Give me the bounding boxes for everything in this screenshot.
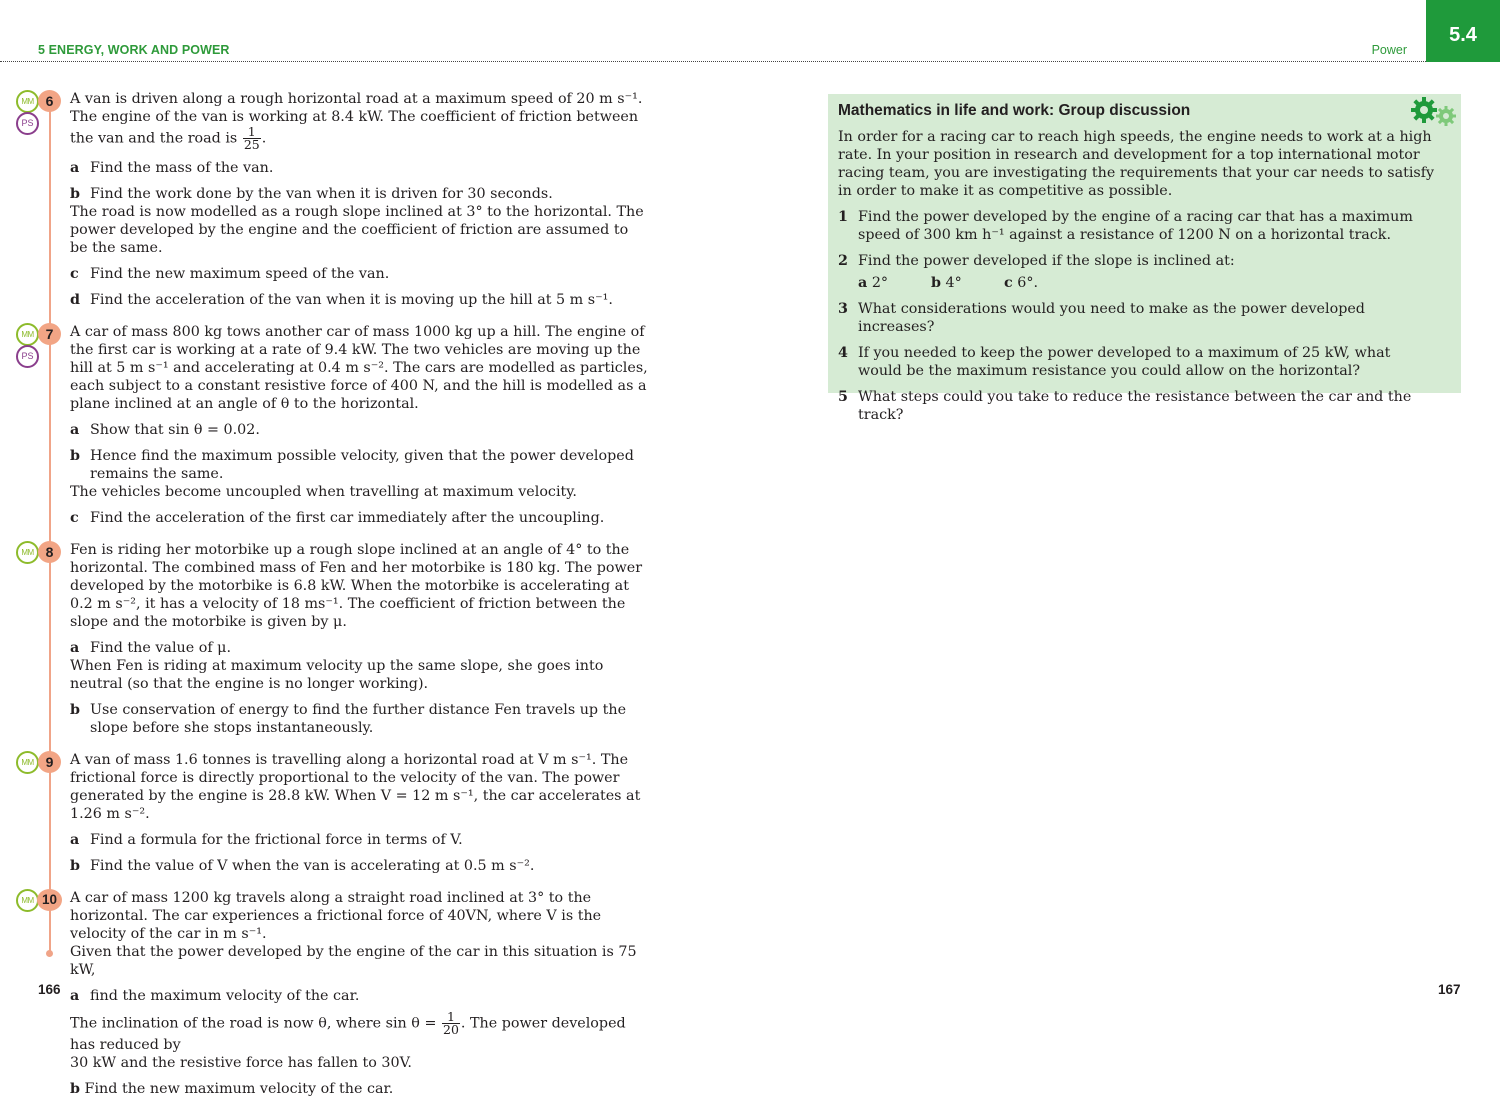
question-stem <box>70 90 650 151</box>
item-text: What steps could you take to reduce the resistance between the car and the track? <box>858 389 1412 423</box>
fraction-numerator: 1 <box>243 126 261 139</box>
item-number: 1 <box>838 209 848 225</box>
part-label: c <box>70 510 79 526</box>
part-d <box>70 291 650 309</box>
paragraph-text: . The power developed has reduced by <box>70 1015 626 1053</box>
part-label: a <box>70 160 80 176</box>
mm-badge-icon: MM <box>16 90 39 113</box>
item-text: Find the power developed if the slope is inclined at: <box>858 253 1235 269</box>
chapter-title: 5 ENERGY, WORK AND POWER <box>38 43 230 57</box>
part-b <box>70 857 650 875</box>
page-number-left: 166 <box>38 982 61 997</box>
sub-part-value: 6°. <box>1017 275 1039 291</box>
discussion-item <box>838 388 1438 424</box>
part-c <box>70 265 650 283</box>
discussion-intro: In order for a racing car to reach high speeds, the engine needs to work at a high rate. In your position in research and development for a top international motor racing team, you are investigating the requirements that your car needs to satisfy in order to make it as competitive as possible. <box>838 129 1435 199</box>
part-label: b <box>70 448 80 464</box>
part-text: Show that sin θ = 0.02. <box>90 422 260 438</box>
question-text: A van is driven along a rough horizontal road at a maximum speed of 20 m s⁻¹. The engine of the van is working at 8.4 kW. The coefficient of friction between the van and the road is <box>70 91 643 147</box>
mm-badge-icon: MM <box>16 323 39 346</box>
mm-badge-icon: MM <box>16 541 39 564</box>
discussion-item <box>838 208 1438 244</box>
part-text: Find the work done by the van when it is driven for 30 seconds. <box>90 186 553 202</box>
fraction-denominator: 20 <box>443 1022 459 1037</box>
part-c <box>70 509 650 527</box>
part-label: a <box>70 640 80 656</box>
part-a <box>70 639 650 657</box>
part-text: Use conservation of energy to find the further distance Fen travels up the slope before she stops instantaneously. <box>90 702 627 736</box>
question-stem: A car of mass 1200 kg travels along a straight road inclined at 3° to the horizontal. The car experiences a frictional force of 40VN, where V is the velocity of the car in m s⁻¹. <box>70 890 602 942</box>
part-a <box>70 421 650 439</box>
part-a <box>70 987 650 1005</box>
sub-part-value: 4° <box>945 275 962 291</box>
discussion-item <box>838 344 1438 380</box>
item-text: Find the power developed by the engine of a racing car that has a maximum speed of 300 km h⁻¹ against a resistance of 1200 N on a horizontal track. <box>858 209 1413 243</box>
question-number: 7 <box>38 323 61 345</box>
part-text: Find the value of V when the van is accelerating at 0.5 m s⁻². <box>90 858 535 874</box>
part-label: b <box>70 186 80 202</box>
discussion-title: Mathematics in life and work: Group discussion <box>838 102 1191 119</box>
part-b <box>70 701 650 737</box>
question-6 <box>21 90 650 309</box>
part-label: d <box>70 292 80 308</box>
part-a <box>70 159 650 177</box>
fraction <box>442 1011 460 1036</box>
discussion-content <box>838 102 1438 424</box>
part-label: a <box>70 422 80 438</box>
question-paragraph: When Fen is riding at maximum velocity up the same slope, she goes into neutral (so that the engine is no longer working). <box>70 658 604 692</box>
mm-badge-icon: MM <box>16 751 39 774</box>
item-number: 4 <box>838 345 848 361</box>
sub-part <box>1004 274 1077 292</box>
part-text: Hence find the maximum possible velocity, given that the power developed remains the same. <box>90 448 634 482</box>
section-number-tab: 5.4 <box>1426 0 1500 62</box>
question-8 <box>21 541 650 737</box>
fraction <box>243 126 261 151</box>
item-number: 3 <box>838 301 848 317</box>
question-number: 9 <box>38 751 61 773</box>
part-label: a <box>70 832 80 848</box>
sub-part-label: c <box>1004 275 1013 291</box>
part-text: Find the acceleration of the van when it is moving up the hill at 5 m s⁻¹. <box>90 292 613 308</box>
part-b <box>70 185 650 203</box>
question-paragraph: Given that the power developed by the engine of the car in this situation is 75 kW, <box>70 944 637 978</box>
paragraph-text: The inclination of the road is now θ, where sin θ = <box>70 1015 437 1032</box>
part-label: c <box>70 266 79 282</box>
item-number: 2 <box>838 253 848 269</box>
part-text: Find the mass of the van. <box>90 160 274 176</box>
sub-part <box>931 274 1004 292</box>
part-b <box>70 1080 650 1098</box>
question-9 <box>21 751 650 875</box>
part-text: Find the acceleration of the first car immediately after the uncoupling. <box>90 510 605 526</box>
question-rail <box>49 102 51 954</box>
header-divider <box>0 61 1426 62</box>
group-discussion-box <box>828 94 1461 423</box>
page-number-right: 167 <box>1438 982 1461 997</box>
item-number: 5 <box>838 389 848 405</box>
part-label: a <box>70 988 80 1004</box>
item-text: What considerations would you need to make as the power developed increases? <box>858 301 1365 335</box>
gear-icon <box>1409 96 1459 130</box>
fraction-numerator: 1 <box>442 1011 460 1024</box>
part-text: Find the value of μ. <box>90 640 232 656</box>
part-text: Find a formula for the frictional force in terms of V. <box>90 832 463 848</box>
discussion-item <box>838 300 1438 336</box>
sub-parts <box>858 274 1438 292</box>
question-stem: Fen is riding her motorbike up a rough slope inclined at an angle of 4° to the horizontal. The combined mass of Fen and her motorbike is 180 kg. The power developed by the motorbike is 6.8 kW. When the motorbike is accelerating at 0.2 m s⁻², it has a velocity of 18 ms⁻¹. The coefficient of friction between the slope and the motorbike is given by μ. <box>70 542 643 630</box>
part-label: b <box>70 1081 80 1097</box>
question-stem: A van of mass 1.6 tonnes is travelling along a horizontal road at V m s⁻¹. The frictional force is directly proportional to the velocity of the van. The power generated by the engine is 28.8 kW. When V = 12 m s⁻¹, the car accelerates at 1.26 m s⁻². <box>70 752 641 822</box>
mm-badge-icon: MM <box>16 889 39 912</box>
question-number: 8 <box>38 541 61 563</box>
part-label: b <box>70 858 80 874</box>
question-number: 10 <box>37 889 62 911</box>
question-7 <box>21 323 650 527</box>
discussion-item <box>838 252 1438 292</box>
question-rail-end <box>46 950 53 957</box>
paragraph-text: 30 kW and the resistive force has fallen to 30V. <box>70 1055 412 1071</box>
part-b <box>70 447 650 483</box>
question-number: 6 <box>38 90 61 112</box>
sub-part-value: 2° <box>871 275 889 291</box>
sub-part <box>858 274 931 292</box>
part-a <box>70 831 650 849</box>
fraction-denominator: 25 <box>243 137 260 152</box>
question-text-end: . <box>261 130 267 147</box>
sub-part-label: a <box>858 275 868 291</box>
section-title: Power <box>1371 43 1407 57</box>
part-label: b <box>70 702 80 718</box>
question-paragraph: The road is now modelled as a rough slope inclined at 3° to the horizontal. The power developed by the engine and the coefficient of friction are assumed to be the same. <box>70 204 644 256</box>
part-text: Find the new maximum speed of the van. <box>90 266 390 282</box>
sub-part-label: b <box>931 275 941 291</box>
ps-badge-icon: PS <box>16 112 39 135</box>
question-paragraph: The vehicles become uncoupled when travelling at maximum velocity. <box>70 484 577 500</box>
question-stem: A car of mass 800 kg tows another car of mass 1000 kg up a hill. The engine of the first car is working at a rate of 9.4 kW. The two vehicles are moving up the hill at 5 m s⁻¹ and accelerating at 0.4 m s⁻². The cars are modelled as particles, each subject to a constant resistive force of 400 N, and the hill is modelled as a plane inclined at an angle of θ to the horizontal. <box>70 324 648 412</box>
ps-badge-icon: PS <box>16 345 39 368</box>
item-text: If you needed to keep the power developed to a maximum of 25 kW, what would be the maximum resistance you could allow on the horizontal? <box>858 345 1391 379</box>
question-paragraph <box>70 1011 650 1072</box>
part-text: find the maximum velocity of the car. <box>90 988 360 1004</box>
part-text: Find the new maximum velocity of the car. <box>84 1081 394 1097</box>
